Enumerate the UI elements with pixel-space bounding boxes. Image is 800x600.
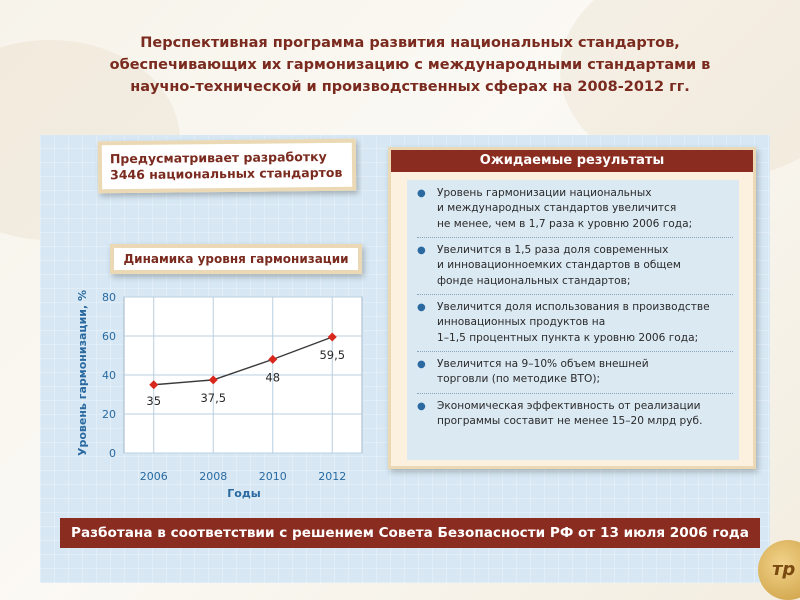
- title-line: обеспечивающих их гармонизацию с международными стандартами в: [109, 57, 711, 73]
- result-line: не менее, чем в 1,7 раза к уровню 2006 года;: [437, 217, 693, 230]
- slide-title: [60, 32, 760, 98]
- y-tick-label: 0: [109, 447, 116, 460]
- divider: [417, 351, 733, 352]
- result-item: [417, 300, 733, 346]
- result-line: программы составит не менее 15–20 млрд руб.: [437, 415, 703, 428]
- result-line: Уровень гармонизации национальных: [437, 187, 652, 199]
- results-list: [407, 180, 739, 460]
- x-tick-label: 2008: [199, 470, 228, 483]
- harmonization-chart: [70, 285, 370, 515]
- dynamics-card-label: Динамика уровня гармонизации: [123, 252, 349, 266]
- bullet-icon: ●: [417, 302, 426, 313]
- x-tick-label: 2012: [318, 470, 347, 483]
- result-line: 1–1,5 процентных пункта к уровню 2006 года;: [437, 331, 699, 344]
- results-box: [388, 147, 756, 469]
- result-item: [417, 243, 733, 289]
- divider: [417, 393, 733, 394]
- y-tick-label: 20: [102, 408, 116, 421]
- result-line: и международных стандартов увеличится: [437, 202, 677, 215]
- result-line: Экономическая эффективность от реализации: [437, 400, 701, 412]
- result-item: [417, 357, 733, 388]
- development-card-line: 3446 национальных стандартов: [110, 164, 343, 183]
- title-line: Перспективная программа развития национальных стандартов,: [140, 35, 680, 51]
- bullet-icon: ●: [417, 359, 426, 370]
- y-tick-label: 80: [102, 291, 116, 304]
- title-line: научно-технической и производственных сферах на 2008-2012 гг.: [130, 79, 690, 95]
- y-axis-label: Уровень гармонизации, %: [76, 289, 89, 457]
- result-item: [417, 399, 733, 430]
- data-label: 48: [265, 370, 281, 385]
- grid-layer: [124, 297, 362, 453]
- x-tick-label: 2006: [139, 470, 168, 483]
- data-label: 35: [146, 393, 162, 408]
- result-line: Увеличится на 9–10% объем внешней: [437, 358, 649, 370]
- bullet-icon: ●: [417, 401, 426, 412]
- divider: [417, 294, 733, 295]
- divider: [417, 237, 733, 238]
- bullet-icon: ●: [417, 245, 426, 256]
- results-header: Ожидаемые результаты: [391, 150, 753, 172]
- y-tick-label: 60: [102, 330, 116, 343]
- data-label: 37,5: [200, 390, 227, 405]
- result-line: и инновационноемких стандартов в общем: [437, 259, 681, 272]
- dynamics-card: [110, 244, 362, 274]
- y-tick-label: 40: [102, 369, 116, 382]
- result-item: [417, 186, 733, 232]
- development-card-line: Предусматривает разработку: [109, 148, 327, 167]
- result-line: инновационных продуктов на: [437, 316, 606, 329]
- result-line: фонде национальных стандартов;: [437, 274, 631, 287]
- result-line: Увеличится доля использования в производстве: [437, 301, 710, 313]
- footer-banner: Разботана в соответствии с решением Совета Безопасности РФ от 13 июля 2006 года: [60, 518, 760, 548]
- bullet-icon: ●: [417, 188, 426, 199]
- data-label: 59,5: [319, 347, 346, 362]
- result-line: торговли (по методике ВТО);: [437, 373, 601, 386]
- result-line: Увеличится в 1,5 раза доля современных: [437, 244, 669, 256]
- x-tick-label: 2010: [258, 470, 287, 483]
- development-card: [98, 139, 357, 194]
- x-axis-label: Годы: [227, 487, 261, 500]
- logo-text: тр: [772, 559, 796, 580]
